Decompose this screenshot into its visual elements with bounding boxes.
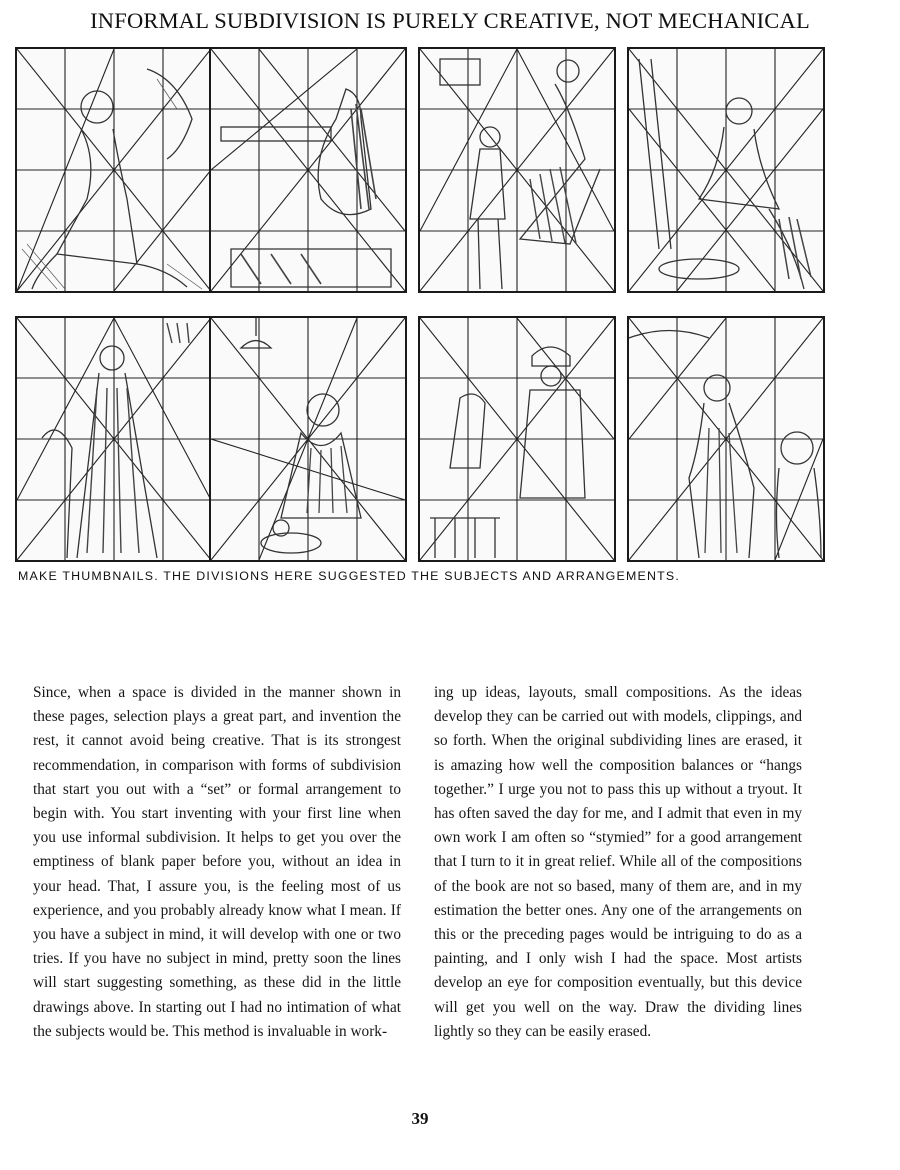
thumbnail-drawing-6 <box>209 316 407 562</box>
thumbnail-drawing-5 <box>15 316 213 562</box>
body-text-left-column: Since, when a space is divided in the manner shown in these pages, selection plays a great part, and invention the rest, it cannot avoid being creative. That is its strongest recommendation, in comparison with forms of subdivision that start you out with a “set” or formal arrangement to begin with. You start inventing with your first line when you use informal subdivision. It helps to get you over the emptiness of blank paper before you, without an idea in your head. That, I assure you, is the feeling most of us experience, and you probably already know what I mean. If you have a subject in mind, it will develop with one or two tries. If you have no subject in mind, pretty soon the lines will start suggesting something, as these did in the little drawings above. In starting out I had no intimation of what the subjects would be. This method is invaluable in work- <box>33 684 401 1040</box>
thumbnail-drawing-1 <box>15 47 213 293</box>
page-number: 39 <box>411 1109 429 1128</box>
thumbnail-drawing-4 <box>627 47 825 293</box>
thumbnail-drawing-8 <box>627 316 825 562</box>
thumbnail-drawing-7 <box>418 316 616 562</box>
thumbnail-drawing-2 <box>209 47 407 293</box>
body-text-right-column: ing up ideas, layouts, small compositions. As the ideas develop they can be carried out with models, clippings, and so forth. When the original subdividing lines are erased, it is amazing how well the composition balances or “hangs together.” I urge you not to pass this up without a tryout. It has often saved the day for me, and I admit that even in my own work I am often so “stymied” for a good arrangement that I turn to it in great relief. While all of the compositions of the book are not so based, many of them are, and in my estimation the better ones. Any one of the arrangements on this or the preceding pages would be intriguing to do as a painting, and I only wish I had the space. Most artists develop an eye for composition eventually, but this device will get you well on the way. Draw the dividing lines lightly so they can be easily erased. <box>434 684 802 1040</box>
thumbnails-caption: MAKE THUMBNAILS. THE DIVISIONS HERE SUGGESTED THE SUBJECTS AND ARRANGEMENTS. <box>18 569 680 583</box>
thumbnail-drawing-3 <box>418 47 616 293</box>
page-title: INFORMAL SUBDIVISION IS PURELY CREATIVE, NOT MECHANICAL <box>90 8 810 33</box>
